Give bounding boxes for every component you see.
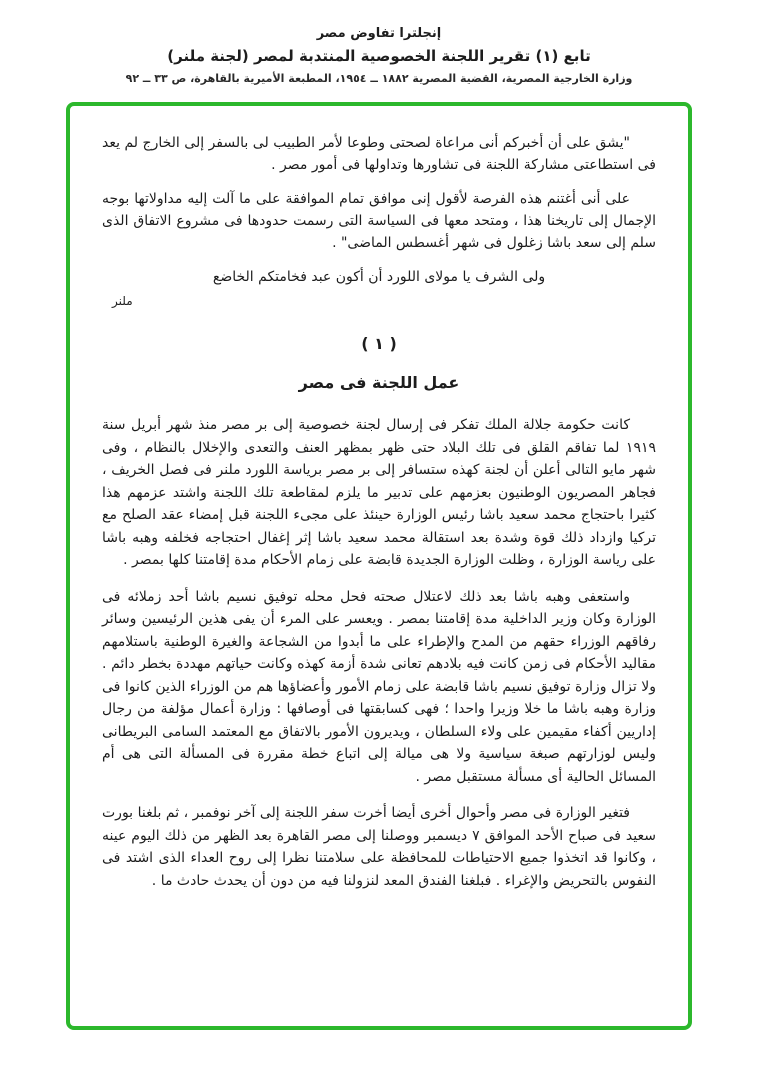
section-number: ( ١ ) <box>361 334 397 353</box>
letter-excerpt <box>102 132 656 308</box>
header-title: إنجلترا تفاوض مصر <box>316 26 442 41</box>
signature-milner: ملنر <box>112 294 133 308</box>
letter-paragraph-1: "يشق على أن أخبركم أنى مراعاة لصحتى وطوعا لأمر الطبيب لى بالسفر إلى الخارج لم يعد فى استطاعتى مشاركة اللجنة فى تشاورها وتداولها فى أمور مصر . <box>102 135 656 173</box>
header-subtitle: تابع (١) تقرير اللجنة الخصوصية المنتدبة لمصر (لجنة ملنر) <box>167 47 591 65</box>
document-header <box>0 0 758 85</box>
header-source-citation: وزارة الخارجية المصرية، القضية المصرية ١٨٨٢ ــ ١٩٥٤، المطبعة الأميرية بالقاهرة، ص ٣٣ ــ ٩٢ <box>125 72 633 85</box>
content-frame <box>66 102 692 1030</box>
body-paragraph-1: كانت حكومة جلالة الملك تفكر فى إرسال لجنة خصوصية إلى بر مصر منذ شهر أبريل سنة ١٩١٩ لما تفاقم القلق فى تلك البلاد حتى ظهر بمظهر العنف والتعدى والإخلال بالنظام ، وفى شهر مايو التالى أعلن أن لجنة كهذه ستسافر إلى بر مصر برياسة اللورد ملنر فى فصل الخريف ، فجاهر المصريون الوطنيون بعزمهم على تدبير ما يلزم لمقاطعة تلك اللجنة واشتد عزمهم هذا كثيرا باحتجاج محمد سعيد باشا رئيس الوزارة حينئذ على مجىء اللجنة قبل إمضاء عقد الصلح مع تركيا وازداد ذلك قوة وشدة بعد استقالة محمد سعيد باشا إثر إغفال احتجاجه فخلفه وهبه باشا على رياسة الوزارة ، وظلت الوزارة الجديدة قابضة على زمام الأحكام مدة إقامتنا كلها بمصر . <box>102 417 656 568</box>
letter-paragraph-2: على أنى أغتنم هذه الفرصة لأقول إنى موافق تمام الموافقة على ما آلت إليه مداولاتها بوجه الإجمال إلى تاريخنا هذا ، ومتحد معها فى السياسة التى رسمت حدودها فى مشروع الاتفاق الذى سلم إلى سعد باشا زغلول فى شهر أغسطس الماضى" . <box>102 191 656 251</box>
section-title: عمل اللجنة فى مصر <box>298 373 460 392</box>
letter-closing-line: ولى الشرف يا مولاى اللورد أن أكون عبد فخامتكم الخاضع <box>212 269 546 285</box>
body-paragraph-2: واستعفى وهبه باشا بعد ذلك لاعتلال صحته فحل محله توفيق نسيم باشا أحد زملائه فى الوزارة وكان وزير الداخلية مدة إقامتنا بمصر . ويعسر على المرء أن يفى هذين الرئيسين وسائر رفاقهم الوزراء حقهم من المدح والإطراء على ما أبدوا من الشجاعة والغيرة الوطنية باستلامهم مقاليد الأحكام فى زمن كانت فيه بلادهم تعانى شدة أزمة كهذه وكانت حياتهم مهددة بخطر دائم . ولا تزال وزارة توفيق نسيم باشا قابضة على زمام الأمور وأعضاؤها هم من الوزراء الذين كانوا فى وزارة وهبه باشا ما خلا وزيرا واحدا ؛ فهى كسابقتها فى أوصافها : وزارة أعمال مؤلفة من رجال إداريين أكفاء مقيمين على ولاء السلطان ، ويديرون الأمور بالاتفاق مع المعتمد السامى البريطانى وليس لوزارتهم صبغة سياسية ولا هى ميالة إلى اتباع خطة مقررة فى المسألة التى هى أم المسائل الحالية أى مسألة مستقبل مصر . <box>102 588 656 785</box>
section-body <box>102 414 656 892</box>
body-paragraph-3: فتغير الوزارة فى مصر وأحوال أخرى أيضا أخرت سفر اللجنة إلى آخر نوفمبر ، ثم بلغنا بورت سعيد فى صباح الأحد الموافق ٧ ديسمبر ووصلنا إلى مصر القاهرة بعد الظهر من ذلك اليوم عينه ، وكانوا قد اتخذوا جميع الاحتياطات للمحافظة على سلامتنا نظرا إلى روح العداء الذى اشتد فى النفوس بالتحريض والإغراء . فبلغنا الفندق المعد لنزولنا فيه من دون أن يحدث حادث ما . <box>102 805 656 889</box>
